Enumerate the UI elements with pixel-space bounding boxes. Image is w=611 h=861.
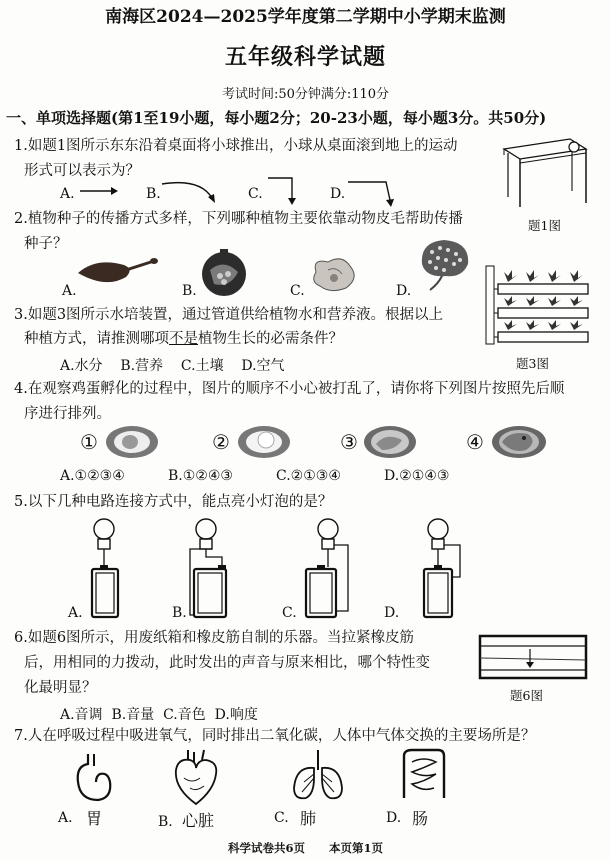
- q7-organ-a: 胃: [86, 809, 103, 828]
- q3-text-part1: 种植方式，请推测哪项: [24, 331, 169, 347]
- lungs-icon: [290, 748, 346, 804]
- question-1-text: 1.如题1图所示东东沿着桌面将小球推出，小球从桌面滚到地上的运动: [14, 138, 458, 154]
- q2-seed-c-icon: [308, 252, 362, 294]
- exam-header: 南海区2024—2025学年度第二学期中小学期末监测: [105, 7, 506, 27]
- q4-option-d[interactable]: D.②①④③: [384, 468, 450, 484]
- question-6-text-cont: 后，用相同的力拨动，此时发出的声音与原来相比，哪个特性变: [24, 655, 430, 671]
- q1-arrow-b-icon: [160, 178, 218, 206]
- q5-option-c[interactable]: C.: [282, 605, 297, 621]
- page-title: 五年级科学试题: [224, 44, 386, 70]
- egg-marker-2: ②: [212, 430, 230, 454]
- q7-option-c[interactable]: C.: [274, 810, 289, 826]
- q1-arrow-a-icon: [78, 184, 118, 198]
- hydroponic-rack-figure: [482, 262, 594, 346]
- question-1-text-cont: 形式可以表示为？: [24, 163, 140, 179]
- q3-options[interactable]: A.水分 B.营养 C.土壤 D.空气: [60, 358, 285, 374]
- circuit-b-icon: [186, 515, 246, 621]
- question-6-text: 6.如题6图所示，用废纸箱和橡皮筋自制的乐器。当拉紧橡皮筋: [14, 630, 415, 646]
- q5-option-d[interactable]: D.: [384, 605, 400, 621]
- q3-text-part2: 植物生长的必需条件？: [198, 331, 343, 347]
- q7-organ-c: 肺: [300, 809, 317, 828]
- figure-6-caption: 题6图: [510, 688, 543, 703]
- rubber-band-box-figure: [478, 634, 588, 680]
- q1-option-c[interactable]: C.: [248, 186, 263, 202]
- q7-option-b[interactable]: B.: [158, 814, 173, 830]
- circuit-d-icon: [414, 515, 474, 621]
- q7-option-a[interactable]: A.: [58, 810, 73, 826]
- q1-option-b[interactable]: B.: [146, 186, 161, 202]
- egg-marker-3: ③: [340, 430, 358, 454]
- q3-emphasis-not: 不是: [169, 331, 198, 347]
- q2-option-d[interactable]: D.: [396, 283, 412, 299]
- question-4-text-cont: 序进行排列。: [24, 406, 111, 422]
- intestines-icon: [398, 748, 450, 804]
- stomach-icon: [72, 752, 116, 806]
- circuit-c-icon: [298, 515, 358, 621]
- q2-option-c[interactable]: C.: [290, 283, 305, 299]
- page-footer: 科学试卷共6页 本页第1页: [227, 841, 384, 855]
- q1-option-a[interactable]: A.: [60, 186, 75, 202]
- q2-option-b[interactable]: B.: [182, 283, 197, 299]
- question-6-text-cont2: 化最明显？: [24, 680, 97, 696]
- egg-stage-4-icon: [490, 422, 548, 460]
- q2-seed-a-icon: [76, 255, 158, 289]
- egg-marker-1: ①: [80, 430, 98, 454]
- question-4-text: 4.在观察鸡蛋孵化的过程中，图片的顺序不小心被打乱了，请你将下列图片按照先后顺: [14, 381, 565, 397]
- question-3-text: 3.如题3图所示水培装置，通过管道供给植物水和营养液。根据以上: [14, 307, 444, 323]
- egg-stage-3-icon: [362, 422, 418, 460]
- heart-icon: [170, 748, 222, 806]
- q2-option-a[interactable]: A.: [62, 283, 77, 299]
- q6-options[interactable]: A.音调 B.音量 C.音色 D.响度: [60, 707, 258, 723]
- question-2-text-cont: 种子？: [24, 236, 68, 252]
- q2-pomegranate-icon: [200, 246, 248, 298]
- q5-option-b[interactable]: B.: [172, 605, 187, 621]
- section-heading: 一、单项选择题(第1至19小题，每小题2分；20-23小题，每小题3分。共50分): [6, 109, 547, 127]
- circuit-a-icon: [84, 515, 134, 621]
- question-3-text-cont: [24, 330, 343, 348]
- table-ball-figure: [500, 135, 590, 211]
- q5-option-a[interactable]: A.: [68, 605, 83, 621]
- question-5-text: 5.以下几种电路连接方式中，能点亮小灯泡的是？: [14, 494, 333, 510]
- q4-option-b[interactable]: B.①②④③: [168, 468, 233, 484]
- egg-stage-2-icon: [236, 422, 292, 460]
- q2-burr-seed-icon: [412, 236, 474, 294]
- question-2-text: 2.植物种子的传播方式多样，下列哪种植物主要依靠动物皮毛帮助传播: [14, 211, 463, 227]
- question-7-text: 7.人在呼吸过程中吸进氧气，同时排出二氧化碳，人体中气体交换的主要场所是？: [14, 728, 536, 744]
- q1-arrow-c-icon: [266, 174, 298, 208]
- q7-organ-b: 心脏: [182, 811, 215, 830]
- q4-option-c[interactable]: C.②①③④: [276, 468, 341, 484]
- egg-stage-1-icon: [104, 422, 160, 460]
- figure-1-caption: 题1图: [528, 218, 561, 233]
- q7-organ-d: 肠: [412, 809, 429, 828]
- q1-option-d[interactable]: D.: [330, 186, 346, 202]
- q4-option-a[interactable]: A.①②③④: [60, 468, 125, 484]
- q1-arrow-d-icon: [346, 178, 394, 210]
- egg-marker-4: ④: [466, 430, 484, 454]
- q7-option-d[interactable]: D.: [386, 810, 402, 826]
- figure-3-caption: 题3图: [516, 356, 549, 371]
- exam-info: 考试时间:50分钟满分:110分: [221, 87, 390, 102]
